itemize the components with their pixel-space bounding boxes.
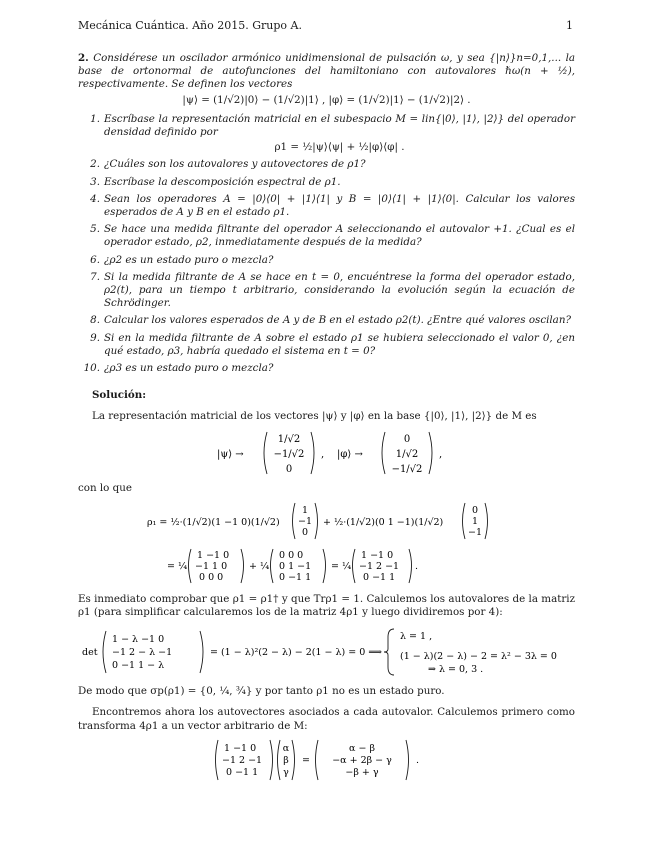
- question-item: 8. Calcular los valores esperados de A y de B en el estado ρ2(t). ¿Entre qué valores oscilan?: [90, 314, 571, 327]
- svg-text:−1 1 0: −1 1 0: [194, 560, 227, 572]
- svg-text:1: 1: [301, 504, 308, 516]
- header-title: Mecánica Cuántica. Año 2015. Grupo A.: [78, 19, 302, 32]
- state-vectors-columns: [197, 428, 457, 478]
- svg-text:−1: −1: [467, 526, 482, 538]
- solution-heading: Solución:: [92, 389, 147, 402]
- svg-text:0 −1 1: 0 −1 1: [362, 571, 395, 583]
- svg-text:.: .: [415, 754, 419, 766]
- svg-text:+ ¼: + ¼: [248, 560, 269, 572]
- svg-text:1 −1 0: 1 −1 0: [223, 742, 256, 754]
- svg-text:(1 − λ)(2 − λ) − 2 = λ² − 3λ =: (1 − λ)(2 − λ) − 2 = λ² − 3λ = 0: [399, 651, 557, 663]
- svg-text:det: det: [81, 647, 98, 659]
- problem-number: 2.: [78, 52, 89, 64]
- svg-text:0: 0: [471, 504, 478, 516]
- svg-text:= ¼: = ¼: [166, 560, 187, 572]
- svg-text:0 1 −1: 0 1 −1: [278, 560, 311, 572]
- phi-entry: 0: [403, 433, 410, 445]
- running-header: [78, 19, 573, 32]
- psi-entry: 0: [285, 463, 292, 475]
- svg-text:−1 2 −1: −1 2 −1: [358, 560, 399, 572]
- problem-intro: [78, 52, 575, 92]
- svg-text:,: ,: [438, 448, 442, 460]
- svg-text:α − β: α − β: [348, 742, 375, 754]
- phi-entry: −1/√2: [391, 463, 422, 475]
- rho1-matrix-computation: [147, 499, 507, 589]
- question-item: 6. ¿ρ2 es un estado puro o mezcla?: [90, 253, 274, 266]
- solution-paragraph-4: De modo que σp(ρ1) = {0, ¼, ¾} y por tanto ρ1 no es un estado puro.: [78, 685, 445, 698]
- question-item: 5. Se hace una medida filtrante del operador A seleccionando el autovalor +1. ¿Cual es el operador estado, ρ2, inmediatamente después de la medida?: [90, 223, 575, 249]
- svg-text:0 0 0: 0 0 0: [198, 571, 223, 583]
- problem-intro-text: Considérese un oscilador armónico unidimensional de pulsación ω, y sea {|n⟩}n=0,1,... la base de ortonormal de autofunciones del hamiltoniano con autovalores ℏω(n + ½), respectivamente. Se definen los vectores: [78, 52, 575, 91]
- svg-text:α: α: [282, 742, 289, 754]
- solution-paragraph-3: Es inmediato comprobar que ρ1 = ρ1† y que Trρ1 = 1. Calculemos los autovalores de la matriz ρ1 (para simplificar calcularemos los de la matriz 4ρ1 y luego dividiremos por 4):: [78, 592, 575, 619]
- question-item: 1. Escríbase la representación matricial en el subespacio M = lin{|0⟩, |1⟩, |2⟩} del operador densidad definido por ρ1 = ½|ψ⟩⟨ψ| + ½|φ⟩⟨φ| .: [90, 112, 575, 154]
- svg-text:β: β: [282, 754, 289, 766]
- question-item: 9. Si en la medida filtrante de A sobre el estado ρ1 se hubiera seleccionado el valor 0, ¿en qué estado, ρ3, habría quedado el sistema en t = 0?: [90, 331, 575, 357]
- svg-text:λ = 1 ,: λ = 1 ,: [399, 631, 432, 643]
- svg-text:1 −1 0: 1 −1 0: [360, 549, 393, 561]
- svg-text:|φ⟩ →: |φ⟩ →: [336, 448, 363, 460]
- phi-entry: 1/√2: [395, 448, 418, 460]
- svg-text:ρ₁ = ½·(1/√2)(1 −1 0)(1/√2): ρ₁ = ½·(1/√2)(1 −1 0)(1/√2): [146, 516, 280, 528]
- svg-text:γ: γ: [282, 766, 289, 778]
- svg-text:⇒ λ = 0, 3 .: ⇒ λ = 0, 3 .: [427, 664, 483, 676]
- svg-text:.: .: [414, 560, 418, 572]
- svg-text:1 − λ −1 0: 1 − λ −1 0: [111, 634, 164, 646]
- question-item: 2. ¿Cuáles son los autovalores y autovectores de ρ1?: [90, 158, 366, 171]
- svg-text:−1: −1: [297, 515, 312, 527]
- svg-text:0: 0: [301, 526, 308, 538]
- solution-paragraph-1: La representación matricial de los vectores |ψ⟩ y |φ⟩ en la base {|0⟩, |1⟩, |2⟩} de M es: [92, 410, 537, 423]
- svg-text:+ ½·(1/√2)(0 1 −1)(1/√2): + ½·(1/√2)(0 1 −1)(1/√2): [322, 516, 443, 528]
- svg-text:= ¼: = ¼: [330, 560, 351, 572]
- psi-entry: 1/√2: [277, 433, 300, 445]
- page-number: 1: [566, 19, 573, 32]
- solution-paragraph-2: con lo que: [78, 481, 132, 494]
- document-body: [78, 52, 575, 787]
- question-item: 3. Escríbase la descomposición espectral de ρ1.: [90, 175, 341, 188]
- question-list: [78, 113, 575, 375]
- svg-text:−β + γ: −β + γ: [344, 766, 379, 778]
- vector-transformation: [212, 737, 442, 783]
- svg-text:= (1 − λ)²(2 − λ) − 2(1 − λ) =: = (1 − λ)²(2 − λ) − 2(1 − λ) = 0 ⟹: [209, 647, 382, 659]
- svg-text:−1 2 − λ −1: −1 2 − λ −1: [111, 647, 172, 659]
- svg-text:0 0 0: 0 0 0: [278, 549, 303, 561]
- density-operator-equation: ρ1 = ½|ψ⟩⟨ψ| + ½|φ⟩⟨φ| .: [274, 141, 405, 154]
- svg-text:0 −1 1: 0 −1 1: [278, 571, 311, 583]
- svg-text:0 −1 1: 0 −1 1: [225, 766, 258, 778]
- vectors-equation: |ψ⟩ = (1/√2)|0⟩ − (1/√2)|1⟩ , |φ⟩ = (1/√2)|1⟩ − (1/√2)|2⟩ .: [182, 93, 471, 106]
- svg-text:0 −1 1 − λ: 0 −1 1 − λ: [111, 660, 164, 672]
- svg-text:1 −1 0: 1 −1 0: [196, 549, 229, 561]
- svg-text:=: =: [301, 754, 310, 766]
- svg-text:−α + 2β − γ: −α + 2β − γ: [331, 754, 392, 766]
- svg-text:|ψ⟩ →: |ψ⟩ →: [216, 448, 244, 460]
- svg-text:1: 1: [471, 515, 478, 527]
- solution-paragraph-5: Encontremos ahora los autovectores asociados a cada autovalor. Calculemos primero como transforma 4ρ1 a un vector arbitrario de M:: [78, 706, 575, 732]
- psi-entry: −1/√2: [273, 448, 304, 460]
- question-item: 10. ¿ρ3 es un estado puro o mezcla?: [83, 362, 274, 375]
- svg-text:,: ,: [320, 448, 324, 460]
- svg-text:−1 2 −1: −1 2 −1: [221, 754, 262, 766]
- question-item: 7. Si la medida filtrante de A se hace en t = 0, encuéntrese la forma del operador estado, ρ2(t), para un tiempo t arbitrario, considerando la evolución según la ecuación de Schrödinger.: [90, 270, 575, 310]
- question-item: 4. Sean los operadores A = |0⟩⟨0| + |1⟩⟨1| y B = |0⟩⟨1| + |1⟩⟨0|. Calcular los valores esperados de A y B en el estado ρ1.: [90, 192, 575, 219]
- characteristic-equation: [82, 623, 572, 681]
